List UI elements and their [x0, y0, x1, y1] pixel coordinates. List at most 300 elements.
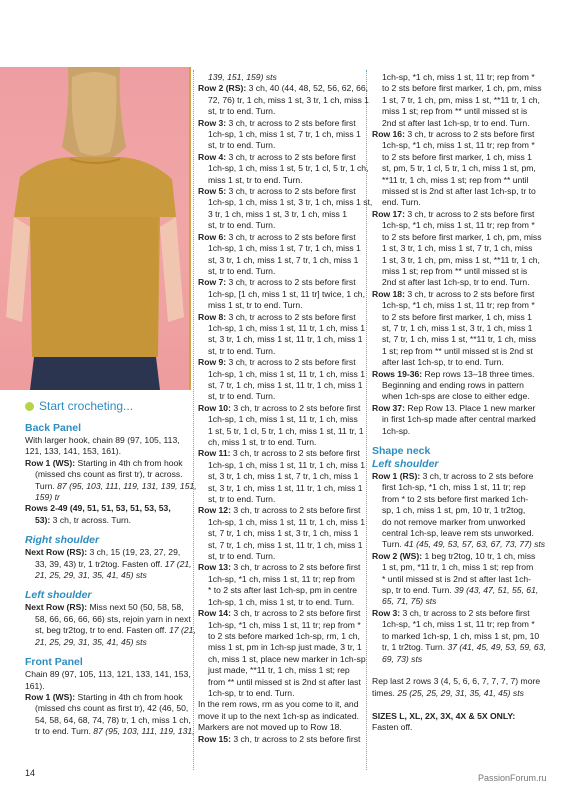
text-line	[372, 711, 542, 722]
text-line	[372, 106, 542, 117]
text-line	[372, 163, 542, 174]
text-line	[25, 681, 185, 692]
instruction-text: st, tr to end. Turn.	[208, 265, 276, 276]
row-label: Row 12:	[198, 505, 231, 516]
instruction-text: 3 ch, tr across to 2 sts before first	[226, 186, 356, 197]
text-line	[372, 642, 546, 653]
instruction-text: Fasten off.	[372, 721, 413, 732]
text-line	[372, 197, 542, 208]
row-label: Rows 19-36:	[372, 368, 423, 379]
stitch-count: 21, 25, 29, 31, 35, 41, 45) sts	[35, 570, 147, 581]
instruction-text: (missed chs count as first tr), 42 (46, 50,	[35, 703, 189, 714]
text-line	[198, 597, 361, 608]
row-label: Row 2 (WS):	[372, 550, 423, 561]
text-line	[372, 482, 542, 493]
instruction-text: st, tr to end. Turn.	[208, 494, 276, 505]
text-line	[198, 608, 361, 619]
text-line	[25, 692, 185, 703]
instruction-text: to marked 1ch-sp, 1 ch, miss 1 st, pm, 10	[382, 630, 540, 641]
instruction-text: 3 ch, 15 (19, 23, 27, 29,	[87, 547, 181, 558]
instruction-text: move it up to the next 1ch-sp as indicated.	[198, 710, 359, 721]
instruction-text: 3 ch, tr across to 2 sts before first	[226, 277, 356, 288]
text-line	[198, 585, 361, 596]
text-line	[372, 186, 542, 197]
text-line	[198, 494, 361, 505]
text-line	[198, 346, 361, 357]
text-line	[25, 503, 185, 514]
instruction-text: Rep last 2 rows 3 (4, 5, 6, 6, 7, 7, 7, 7) more	[372, 676, 541, 687]
text-line	[198, 312, 361, 323]
row-label: Row 14:	[198, 608, 231, 619]
stitch-count: 25 (25, 25, 29, 31, 35, 41, 45) sts	[397, 687, 524, 698]
text-line	[198, 711, 361, 722]
row-label: Row 37:	[372, 402, 405, 413]
instruction-text: in first 1ch-sp made after central marked	[382, 414, 536, 425]
text-line	[198, 528, 361, 539]
text-line	[198, 140, 361, 151]
text-line	[372, 118, 542, 129]
column-1-body	[25, 422, 197, 738]
instruction-text: 1ch-sp, *1 ch, miss 1 st, 11 tr; rep from *	[382, 140, 535, 151]
text-line	[198, 562, 361, 573]
page-number: 14	[25, 768, 36, 778]
instruction-text: miss 1 st; rep from ** until missed st is	[382, 265, 528, 276]
instruction-text: **11 tr, 1 ch, miss 1 st; rep from ** until	[382, 174, 529, 185]
instruction-text: st, tr to end. Turn.	[208, 551, 276, 562]
text-line	[372, 426, 542, 437]
text-line	[372, 494, 542, 505]
instruction-text: Turn.	[382, 539, 405, 550]
text-line	[372, 505, 542, 516]
text-line	[198, 83, 369, 94]
instruction-text: 3 ch, tr across to 2 sts before first	[226, 231, 356, 242]
text-line	[372, 357, 542, 368]
instruction-text: * to 2 sts after last 1ch-sp, pm in centre	[208, 585, 358, 596]
text-line	[198, 232, 361, 243]
instruction-text: 3 ch, tr across to 2 sts before first	[226, 151, 356, 162]
section-heading: Back Panel	[25, 422, 82, 434]
instruction-text: 161).	[25, 680, 45, 691]
text-line	[198, 300, 361, 311]
text-line	[372, 346, 542, 357]
text-line	[25, 726, 195, 737]
instruction-text: just made, **11 tr, 1 ch, miss 1 st; rep	[208, 665, 350, 676]
text-line	[198, 175, 361, 186]
instruction-text: st, 3 tr, 1 ch, miss 1 st, 7 tr, 1 ch, miss 1	[208, 254, 359, 265]
instruction-text: 3 tr, 1 ch, miss 1 st, 3 tr, 1 ch, miss 1	[208, 208, 347, 219]
row-label: Row 3:	[372, 607, 401, 618]
text-line	[372, 574, 542, 585]
row-label: Row 18:	[372, 288, 405, 299]
instruction-text: 1 st, 3 tr, 1 ch, pm, miss 1 st, **11 tr, 1 ch,	[382, 254, 540, 265]
column-3-body	[372, 72, 546, 733]
instruction-text: 1ch-sp, *1 ch, miss 1 st, 11 tr; rep from *	[382, 300, 535, 311]
instruction-text: tr, 1 tr2tog. Turn.	[382, 642, 448, 653]
text-line	[198, 414, 361, 425]
instruction-text: Starting in 4th ch from hook	[75, 691, 183, 702]
text-line	[198, 540, 361, 551]
instruction-text: (missed chs count as first tr), tr across.	[35, 469, 183, 480]
instruction-text: 121, 133, 141, 153, 161).	[25, 446, 122, 457]
text-line	[372, 688, 542, 699]
text-line	[198, 186, 361, 197]
text-line	[198, 220, 361, 231]
column-3	[372, 72, 546, 733]
instruction-text: 1ch-sp, *1 ch, miss 1 st, 11 tr; rep from *	[208, 619, 361, 630]
text-line	[25, 625, 196, 636]
text-line	[372, 129, 542, 140]
text-line	[372, 152, 542, 163]
instruction-text: 3 ch, tr across to 2 sts before	[420, 471, 534, 481]
text-line	[25, 435, 185, 446]
instruction-text: miss 1 st, tr to end. Turn.	[208, 300, 303, 311]
text-line	[198, 642, 361, 653]
instruction-text: st, tr to end. Turn.	[208, 140, 276, 151]
text-line	[372, 380, 542, 391]
text-line	[198, 357, 361, 368]
text-line	[372, 243, 542, 254]
text-line	[198, 471, 361, 482]
stitch-count: 39 (43, 47, 51, 55, 61,	[454, 585, 539, 596]
text-line	[372, 596, 542, 607]
stitch-count: 87 (95, 103, 111, 119, 131,	[93, 726, 195, 737]
instruction-text: to 2 sts before marked 1ch-sp, rm, 1 ch,	[208, 630, 360, 641]
text-line	[198, 620, 361, 631]
instruction-text: 3 ch, tr across to 2 sts before first	[226, 311, 356, 322]
text-line	[372, 277, 542, 288]
text-line	[198, 322, 365, 334]
instruction-text: st, 7 tr, 1 ch, miss 1 st, **11 tr, 1 ch, miss	[382, 334, 537, 345]
text-line	[25, 703, 189, 714]
text-line	[198, 551, 361, 562]
row-label: Row 10:	[198, 402, 231, 413]
text-line	[372, 95, 542, 106]
instruction-text: 1ch-sp, 1 ch, miss 1 st, 11 tr, 1 ch, miss 1	[208, 516, 365, 527]
instruction-text: 1 st, 5 tr, 1 cl, 5 tr, 1 ch, miss 1 st, 11 tr, 1	[208, 425, 364, 436]
text-line	[198, 699, 361, 710]
text-line	[372, 83, 542, 94]
instruction-text: st, pm, 5 tr, 1 cl, 5 tr, 1 ch, miss 1 st, pm,	[382, 163, 536, 174]
text-line	[198, 403, 361, 414]
text-line	[198, 277, 361, 288]
section-heading: Shape neck	[372, 445, 431, 457]
instruction-text: 1 st, 7 tr, 1 ch, pm, miss 1 st, **11 tr, 1 ch,	[382, 94, 540, 105]
instruction-text: 33, 39, 43) tr, 1 tr2tog. Fasten off.	[35, 558, 165, 569]
text-line	[372, 140, 542, 151]
row-label: Rows 2-49 (49, 51, 51, 53, 51, 53, 53,	[25, 503, 171, 514]
text-line	[372, 471, 542, 482]
row-label: Row 16:	[372, 129, 405, 140]
instruction-text: st, 3 tr, 1 ch, miss 1 st, 11 tr, 1 ch, miss 1	[208, 334, 363, 345]
instruction-text: 2nd st after last 1ch-sp, tr to end. Turn.	[382, 117, 530, 128]
row-label: Row 9:	[198, 357, 227, 368]
text-line	[198, 163, 369, 174]
text-line	[25, 558, 192, 570]
instruction-text: Starting in 4th ch from hook	[75, 457, 183, 468]
instruction-text: 1ch-sp, 1 ch, miss 1 st, 11 tr, 1 ch, miss 1	[208, 459, 365, 470]
instruction-text: 54, 58, 64, 68, 74, 78) tr, 1 ch, miss 1 ch,	[35, 714, 191, 725]
text-line	[372, 551, 542, 562]
start-heading-text: Start crocheting...	[39, 399, 134, 413]
text-line	[198, 653, 366, 665]
text-line	[198, 437, 361, 448]
row-label: Row 13:	[198, 562, 231, 573]
instruction-text: Turn.	[35, 480, 58, 491]
text-line	[372, 665, 542, 676]
text-line	[198, 197, 373, 208]
instruction-text: 3 ch, tr across to 2 sts before first	[230, 608, 361, 619]
text-line	[25, 492, 185, 503]
text-line	[372, 585, 542, 596]
text-line	[372, 676, 542, 687]
text-line	[198, 425, 364, 437]
stitch-count: 17 (21,	[164, 558, 192, 569]
text-line	[198, 255, 361, 266]
instruction-text: 3 ch, tr across to 2 sts before first	[230, 733, 361, 744]
instruction-text: to 2 sts before first marker, 1 ch, miss 1	[382, 311, 532, 322]
text-line	[372, 539, 546, 550]
text-line	[372, 72, 542, 83]
text-line	[198, 722, 361, 733]
text-line	[25, 547, 185, 558]
text-line	[372, 312, 542, 323]
instruction-text: With larger hook, chain 89 (97, 105, 113,	[25, 435, 180, 445]
stitch-count: 65, 71, 75) sts	[382, 596, 437, 607]
instruction-text: Rep rows 13–18 three times.	[422, 368, 535, 379]
instruction-text: 3 ch, tr across to 2 sts before first	[230, 448, 360, 459]
text-line	[198, 288, 365, 300]
instruction-text: ch, miss 1 st, place new marker in 1ch-sp	[208, 653, 366, 664]
instruction-text: missed st is 2nd st after last 1ch-sp, tr to	[382, 186, 536, 197]
instruction-text: st, tr to end. Turn.	[208, 345, 276, 356]
instruction-text: ch, miss 1 st, tr to end. Turn.	[208, 437, 317, 447]
stitch-count: 87 (95, 103, 111, 119, 131, 139, 151,	[57, 480, 197, 491]
instruction-text: 1ch-sp, 1 ch, miss 1 st, tr to end. Turn.	[208, 596, 355, 607]
text-line	[198, 94, 369, 106]
text-line	[198, 734, 361, 745]
row-label: Next Row (RS):	[25, 547, 88, 558]
instruction-text: * until missed st is 2nd st after last 1ch-	[382, 573, 532, 584]
instruction-text: st, 7 tr, 1 ch, miss 1 st, 3 tr, 1 ch, miss 1	[382, 322, 533, 333]
text-line	[198, 505, 361, 516]
instruction-text: 1ch-sp, [1 ch, miss 1 st, 11 tr] twice, 1 ch,	[208, 288, 365, 299]
text-line	[372, 414, 542, 425]
instruction-text: 3 ch, 40 (44, 48, 52, 56, 62, 66,	[246, 83, 369, 94]
instruction-text: st, tr to end. Turn.	[208, 106, 276, 117]
sweater-photo	[0, 67, 190, 390]
text-line	[372, 619, 542, 630]
row-label: Row 5:	[198, 186, 227, 197]
instruction-text: to 2 sts before first marker, 1 ch, pm, miss	[382, 231, 542, 242]
instruction-text: 1ch-sp, 1 ch, miss 1 st, 5 tr, 1 cl, 5 tr, 1 ch,	[208, 163, 369, 174]
text-line	[25, 669, 191, 680]
row-label: Row 15:	[198, 733, 231, 744]
row-label: Row 6:	[198, 231, 227, 242]
instruction-text: Rep Row 13. Place 1 new marker	[404, 402, 536, 413]
instruction-text: 1 st, pm, *11 tr, 1 ch, miss 1 st; rep from	[382, 562, 534, 573]
text-line	[372, 722, 542, 733]
text-line	[372, 654, 542, 665]
instruction-text: 1ch-sp, 1 ch, miss 1 st, 7 tr, 1 ch, miss 1	[208, 243, 361, 254]
instruction-text: from ** until missed st is 2nd st after last	[208, 676, 361, 687]
row-label: Row 11:	[198, 448, 231, 459]
section-heading: Right shoulder	[25, 534, 100, 547]
instruction-text: first 1ch-sp, *1 ch, miss 1 st, 11 tr; rep	[382, 482, 526, 493]
text-line	[372, 220, 542, 231]
instruction-text: Miss next 50 (50, 58, 58,	[87, 602, 184, 613]
section-heading: Left shoulder	[25, 589, 92, 602]
text-line	[198, 209, 361, 220]
text-line	[372, 232, 542, 243]
instruction-text: from * to 2 sts before first marked 1ch-	[382, 493, 529, 504]
row-label: Next Row (RS):	[25, 602, 88, 613]
instruction-text: 1ch-sp, 1 ch, miss 1 st, 3 tr, 1 ch, miss 1 st,	[208, 197, 373, 208]
instruction-text: sp, tr to end. Turn.	[382, 585, 455, 596]
instruction-text: 3 ch, tr across to 2 sts before first	[404, 208, 535, 219]
row-label: Row 4:	[198, 151, 227, 162]
text-line	[372, 631, 542, 642]
text-line	[372, 403, 542, 414]
instruction-text: tr to end. Turn.	[35, 726, 94, 737]
instruction-text: miss 1 st; rep from ** until missed st is	[382, 106, 528, 117]
instruction-text: times.	[372, 687, 398, 698]
stitch-count: 69, 73) sts	[382, 653, 423, 664]
instruction-text: to 2 sts before first marker, 1 ch, miss 1	[382, 151, 532, 162]
instruction-text: 2nd st after last 1ch-sp, tr to end. Turn.	[382, 277, 530, 288]
stitch-count: 41 (45, 49, 53, 57, 63, 67, 73, 77) sts	[404, 539, 546, 550]
text-line	[25, 570, 185, 581]
instruction-text: 3 ch, tr across to 2 sts before first	[226, 117, 356, 128]
row-label: 53):	[35, 514, 51, 525]
instruction-text: end. Turn.	[382, 197, 421, 208]
instruction-text: after last 1ch-sp, tr to end. Turn.	[382, 357, 504, 368]
column-2-body	[198, 72, 373, 745]
instruction-text: 3 ch, tr across to 2 sts before first	[230, 505, 361, 516]
column-divider	[193, 70, 194, 770]
stitch-count: 17 (21,	[169, 625, 196, 636]
text-line	[198, 391, 361, 402]
stitch-count: 159) tr	[35, 492, 60, 503]
row-label: Row 3:	[198, 117, 227, 128]
instruction-text: sp, 1 ch, miss 1 st, pm, 10 tr, 1 tr2tog,	[382, 505, 526, 516]
instruction-text: 1ch-sp, 1 ch, miss 1 st, 11 tr, 1 ch, miss	[208, 414, 358, 425]
text-line	[25, 469, 185, 480]
instruction-text: central 1ch-sp, leave rem sts unworked.	[382, 528, 534, 539]
text-line	[198, 334, 361, 345]
row-label: Row 8:	[198, 311, 227, 322]
text-line	[198, 448, 361, 459]
text-line	[198, 665, 361, 676]
text-line	[198, 118, 361, 129]
instruction-text: 3 ch, tr across to 2 sts before first	[230, 562, 361, 573]
section-heading: Front Panel	[25, 656, 83, 669]
row-label: Row 2 (RS):	[198, 83, 247, 94]
instruction-text: 1ch-sp, *1 ch, miss 1 st, 11 tr; rep from	[208, 573, 355, 584]
column-1	[25, 398, 197, 738]
text-line	[25, 613, 191, 625]
instruction-text: st, 7 tr, 1 ch, miss 1 st, 11 tr, 1 ch, miss 1	[208, 379, 363, 390]
instruction-text: st, tr to end. Turn.	[208, 391, 276, 402]
model-back-illustration	[0, 67, 190, 390]
text-line	[198, 631, 361, 642]
instruction-text: 58, 66, 66, 66, 66) sts, rejoin yarn in next	[35, 613, 191, 624]
text-line	[198, 483, 361, 494]
text-line	[372, 300, 542, 311]
text-line	[198, 516, 365, 528]
instruction-text: 1ch-sp, *1 ch, miss 1 st, 11 tr; rep from *	[382, 72, 535, 82]
stitch-count: 139, 151, 159) sts	[208, 72, 277, 82]
instruction-text: 1ch-sp, *1 ch, miss 1 st, 11 tr; rep from *	[382, 619, 535, 630]
instruction-text: st, 3 tr, 1 ch, miss 1 st, 11 tr, 1 ch, miss 1	[208, 482, 363, 493]
text-line	[372, 699, 542, 710]
instruction-text: 3 ch, tr across to 2 sts before first	[230, 402, 361, 413]
text-line	[198, 72, 361, 83]
instruction-text: to 2 sts before first marker, 1 ch, pm, miss	[382, 83, 542, 94]
photo-border	[189, 67, 191, 390]
instruction-text: Markers are not moved up to Row 18.	[198, 722, 342, 733]
text-line	[25, 515, 185, 526]
subsection-heading: Left shoulder	[372, 458, 439, 470]
instruction-text: 1ch-sp, tr to end. Turn.	[208, 687, 295, 698]
row-label: Row 1 (RS):	[372, 471, 421, 481]
instruction-text: 1ch-sp.	[382, 425, 411, 436]
instruction-text: st, 7 tr, 1 ch, miss 1 st, 3 tr, 1 ch, miss 1	[208, 528, 359, 539]
instruction-text: In the rem rows, rm as you come to it, and	[198, 699, 359, 710]
row-label: Row 1 (WS):	[25, 691, 76, 702]
text-line	[25, 458, 185, 469]
text-line	[25, 714, 191, 726]
start-heading	[25, 398, 185, 414]
text-line	[372, 608, 542, 619]
instruction-text: 1ch-sp, *1 ch, miss 1 st, 11 tr; rep from *	[382, 220, 535, 231]
text-line	[372, 209, 542, 220]
instruction-text: miss 1 st, pm in 1ch-sp just made, 3 tr, 1	[208, 642, 362, 653]
text-line	[372, 289, 542, 300]
instruction-text: st, 3 tr, 1 ch, miss 1 st, 7 tr, 1 ch, miss 1	[208, 471, 359, 482]
text-line	[372, 255, 542, 266]
text-line	[198, 243, 361, 254]
text-line	[25, 637, 185, 648]
instruction-text: st, tr to end. Turn.	[208, 220, 276, 231]
column-divider	[366, 70, 367, 770]
text-line	[25, 602, 185, 613]
text-line	[198, 574, 361, 585]
text-line	[372, 562, 542, 573]
text-line	[25, 446, 185, 457]
column-2	[198, 72, 373, 745]
instruction-text: do not remove marker from unworked	[382, 516, 526, 527]
instruction-text: Beginning and ending rows in pattern	[382, 379, 524, 390]
text-line	[198, 106, 361, 117]
instruction-text: st, beg tr2tog, tr to end. Fasten off.	[35, 625, 170, 636]
text-line	[198, 677, 361, 688]
row-label: Row 1 (WS):	[25, 457, 76, 468]
instruction-text: 3 ch, tr across to 2 sts before first	[404, 129, 535, 140]
instruction-text: miss 1 st, tr to end. Turn.	[208, 174, 303, 185]
text-line	[198, 129, 361, 140]
text-line	[372, 528, 542, 539]
row-label: Row 7:	[198, 277, 227, 288]
row-label: Row 17:	[372, 208, 405, 219]
row-label: SIZES L, XL, 2X, 3X, 4X & 5X ONLY:	[372, 710, 516, 721]
text-line	[198, 380, 361, 391]
text-line	[372, 323, 542, 334]
instruction-text: st, 7 tr, 1 ch, miss 1 st, 11 tr, 1 ch, miss 1	[208, 539, 363, 550]
instruction-text: 1 st; rep from ** until missed st is 2nd st	[382, 345, 533, 356]
instruction-text: 1ch-sp, 1 ch, miss 1 st, 7 tr, 1 ch, miss 1	[208, 129, 361, 140]
text-line	[372, 369, 542, 380]
instruction-text: Chain 89 (97, 105, 113, 121, 133, 141, 153,	[25, 669, 191, 680]
